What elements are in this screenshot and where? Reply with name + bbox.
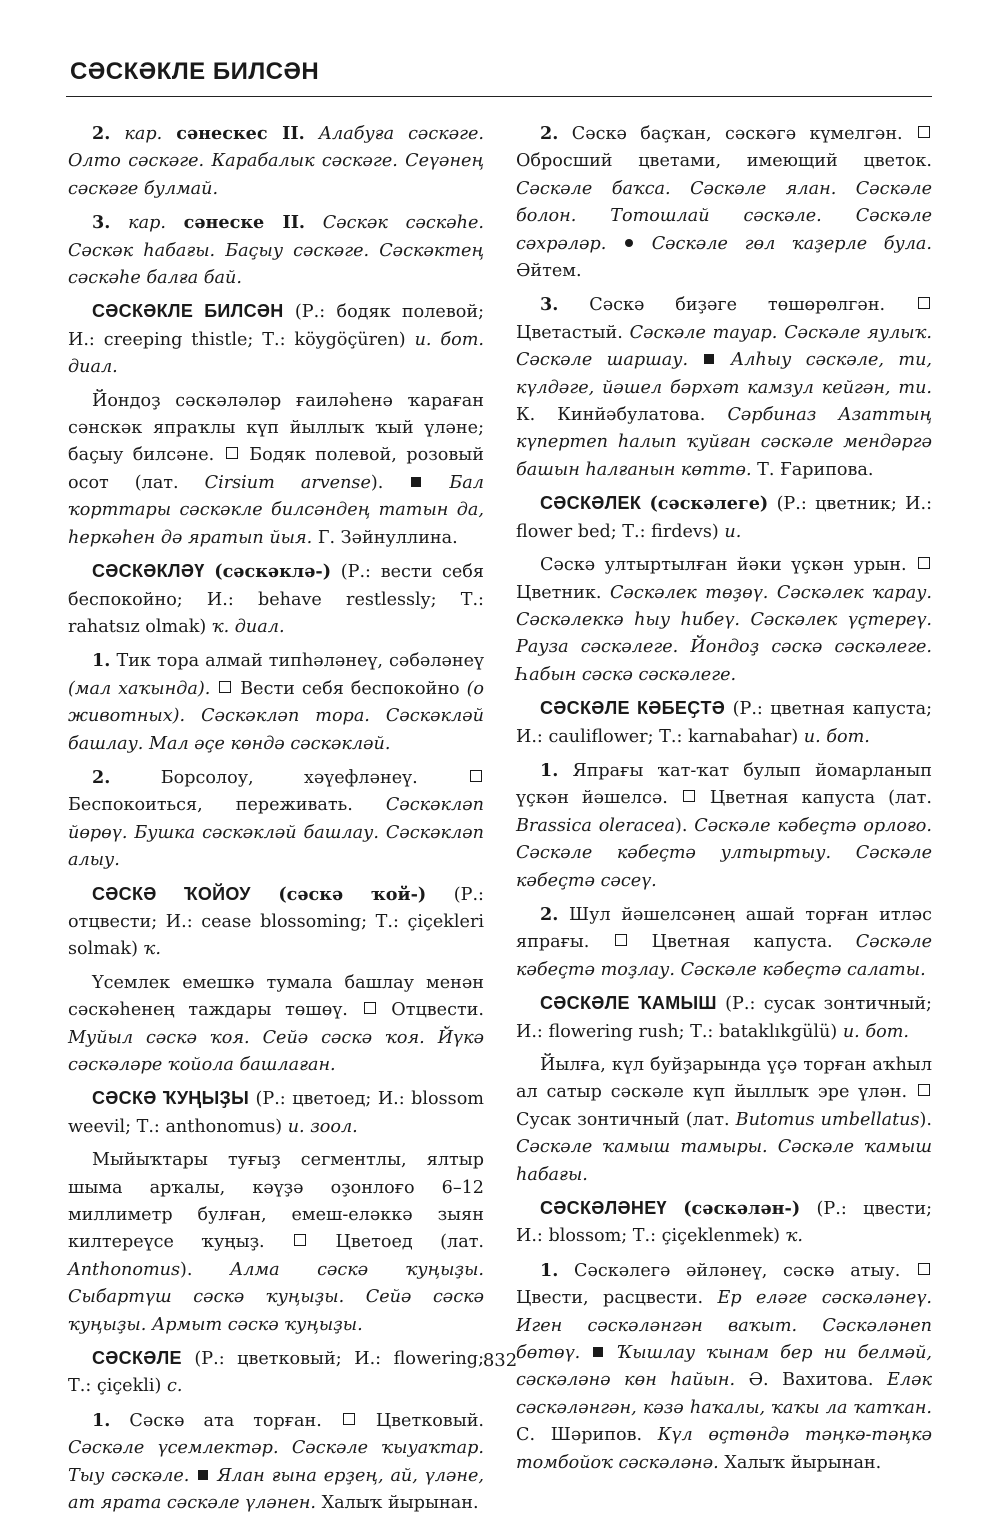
headword: СӘСКӘЛЕ — [92, 1348, 182, 1369]
sense-paragraph — [516, 901, 932, 984]
square-outline-icon — [226, 447, 238, 459]
entry-header — [516, 490, 932, 546]
example-text: Сәскәле үсемлектәр. Сәскәле ҡыуаҡтар. Тыу сәскәле. — [68, 1438, 484, 1486]
citation-author: С. Шәрипов. — [516, 1425, 643, 1446]
bullet-icon — [625, 239, 633, 247]
latin-name: Brassica oleracea — [516, 815, 675, 836]
headword: СӘСКӘКЛӘҮ — [92, 561, 205, 582]
russian-equivalent: Цветастый. — [516, 322, 623, 343]
usage-note: (о животных). — [68, 678, 485, 727]
square-outline-icon — [343, 1413, 355, 1425]
grammar-label: ҡ. — [785, 1226, 804, 1247]
punctuation: ). — [674, 815, 688, 836]
russian-equivalent: Беспокоиться, переживать. — [68, 795, 353, 816]
russian-equivalent: Бодяк полевой, розовый осот (лат. — [68, 445, 485, 493]
definition-text: Үсемлек емешкә тумала башлау менән сәскәhенең таждары төшөү. — [68, 972, 484, 1021]
latin-name: Butomus umbellatus — [735, 1109, 920, 1130]
grammar-label: и. бот. — [842, 1021, 909, 1042]
cross-reference: сәнеске II. — [183, 212, 306, 234]
square-outline-icon — [364, 1002, 376, 1014]
definition-paragraph — [516, 1052, 932, 1189]
headword: СӘСКӘЛЕ ҠАМЫШ — [540, 993, 717, 1014]
square-outline-icon — [918, 297, 930, 309]
example-text: Сәскәле баҡса. Сәскәле ялан. Сәскәле болон. Тотошлай сәскәле. Сәскәле сәхрәләр. — [516, 178, 932, 254]
stem-form: (сәскәлеге) — [649, 493, 769, 515]
example-text: Алһыу сәскәле, ти, күлдәге, йәшел бәрхәт камзул кейгән, ти. — [516, 350, 932, 398]
example-text: Ер еләге сәскәләнеү. Иген сәскәләнгән ваҡыт. Сәскәләнеп бөтөү. — [516, 1288, 932, 1364]
example-text: Алма сәскә ҡуңыҙы. Сыбартүш сәскә ҡуңыҙы. Сейә сәскә ҡуңыҙы. Армыт сәскә ҡуңыҙы. — [68, 1259, 484, 1335]
square-outline-icon — [683, 790, 695, 802]
square-outline-icon — [294, 1234, 306, 1246]
grammar-label: ҡ. диал. — [211, 616, 285, 637]
translations: (Р.: цвести; И.: blossom; Т.: çiçeklenmek) — [516, 1199, 933, 1247]
grammar-label: и. зоол. — [287, 1116, 358, 1137]
citation-author: Г. Зәйнуллина. — [317, 527, 458, 548]
square-filled-icon — [411, 477, 421, 487]
definition-text: Сәскәлегә әйләнеү, сәскә атыу. — [574, 1260, 901, 1281]
square-outline-icon — [918, 1084, 930, 1096]
latin-name: Cirsium arvense — [204, 472, 371, 493]
example-text: Ҡышлау ҡынам бер ни белмәй, сәскәләнә көн һайын. — [516, 1343, 933, 1391]
sense-paragraph — [68, 764, 484, 875]
definition-text: Йондоҙ сәскәләләр ғаиләhенә ҡараған сәнскәк япраҡлы күп йыллыҡ ҡый үләне; баҫыу билсәне. — [68, 390, 484, 466]
example-text: Сәскәле кәбеҫтә тоҙлау. Сәскәле кәбеҫтә салаты. — [516, 932, 933, 980]
entry-header — [68, 1085, 484, 1141]
citation-author: Халыҡ йырынан. — [321, 1493, 479, 1514]
square-filled-icon — [704, 354, 714, 364]
stem-form: (сәскә ҡой-) — [278, 883, 427, 905]
left-column — [68, 120, 484, 1524]
sense-paragraph — [68, 647, 484, 758]
russian-equivalent: Сусак зонтичный (лат. — [516, 1109, 730, 1130]
square-outline-icon — [918, 126, 930, 138]
translations: (Р.: цветная капуста; И.: cauliflower; Т.: karnabahar) — [516, 699, 933, 747]
stem-form: (сәскәлән-) — [683, 1198, 801, 1220]
definition-paragraph — [68, 388, 484, 552]
square-outline-icon — [470, 770, 482, 782]
definition-text: Тик тора алмай типhәләнеү, сәбәләнеү — [116, 651, 484, 672]
russian-equivalent: Цветник. — [516, 582, 602, 603]
grammar-label: и. бот. диал. — [68, 329, 484, 378]
sense-paragraph — [68, 209, 484, 292]
definition-text: Шул йәшелсәнең ашай торған итләс япрағы. — [516, 904, 932, 953]
definition-paragraph — [68, 970, 484, 1080]
headword: СӘСКӘКЛЕ БИЛСӘН — [92, 301, 284, 322]
entry-header — [68, 881, 484, 964]
sense-paragraph — [516, 120, 932, 285]
definition-text: Йылға, күл буйҙарында үҫә торған аҡһыл ал сатыр сәскәле күп йыллыҡ эре үлән. — [516, 1055, 932, 1103]
citation-author: Т. Ғарипова. — [757, 459, 874, 480]
grammar-label: с. — [166, 1376, 183, 1397]
definition-text: Мыйыҡтары туғыҙ сегментлы, ялтыр шыма арҡалы, кәүҙә оҙонлоғо 6–12 миллиметр булған, емеш-еләккә зыян килтереүсе ҡуңыҙ. — [68, 1150, 484, 1253]
example-text: Сәскәле тауар. Сәскәле яулыҡ. Сәскәле шаршау. — [516, 322, 932, 371]
definition-text: Сәскә биҙәге төшөрөлгән. — [589, 295, 886, 316]
latin-name: Anthonomus — [68, 1259, 180, 1280]
definition-text: Япрағы ҡат-ҡат булып йомарланып үҫкән йәшелсә. — [516, 760, 933, 809]
grammar-label: и. бот. — [803, 726, 870, 747]
stem-form: (сәскәклә-) — [214, 561, 332, 583]
citation-author: Әйтем. — [516, 261, 582, 282]
square-outline-icon — [918, 557, 930, 569]
page-number: 832 — [482, 1350, 518, 1371]
entry-header — [68, 558, 484, 641]
russian-equivalent: Обросший цветами, имеющий цветок. — [516, 151, 932, 172]
square-outline-icon — [918, 1263, 930, 1275]
sense-paragraph — [516, 291, 932, 484]
sense-number: 3. — [92, 212, 111, 234]
sense-number: 1. — [92, 650, 111, 672]
russian-equivalent: Цвести, расцвести. — [516, 1288, 704, 1309]
example-text: Алабуға сәскәге. Олто сәскәге. Карабалык сәскәге. Сеүәнең сәскәге булмай. — [68, 124, 485, 199]
definition-text: Сәскә ултыртылған йәки үҫкән урын. — [540, 555, 907, 576]
usage-note: (мал хаҡында). — [68, 678, 211, 699]
example-text: Еләк сәскәләнгән, кәзә һаҡалы, ҡаҡы ла ҡатҡан. — [516, 1370, 933, 1418]
russian-equivalent: Цветковый. — [375, 1410, 485, 1431]
russian-equivalent: Цветная капуста. — [651, 932, 833, 953]
definition-text: Сәскә ата торған. — [129, 1410, 322, 1431]
example-text: Сәрбиназ Азаттың күпертеп һалып ҡуйған сәскәле мендәргә башын һалғанын көттө. — [516, 405, 932, 480]
russian-equivalent: Цветная капуста (лат. — [709, 788, 932, 809]
punctuation: ). — [370, 472, 384, 493]
sense-paragraph — [516, 757, 932, 895]
sense-number: 1. — [540, 759, 559, 781]
sense-number: 2. — [540, 903, 559, 925]
square-outline-icon — [219, 681, 231, 693]
headword: СӘСКӘ ҠУҢЫҘЫ — [92, 1088, 250, 1109]
square-outline-icon — [615, 934, 627, 946]
citation-author: Халыҡ йырынан. — [724, 1452, 882, 1473]
example-text: Сәскәкләп йөрөү. Бушка сәскәкләй башлау. Сәскәкләп алыу. — [68, 795, 484, 871]
translations: (Р.: сусак зонтичный; И.: flowering rush; Т.: bataklıkgülü) — [516, 994, 932, 1042]
example-text: Күл өҫтөндә тәңкә-тәңкә томбойоҡ сәскәләнә. — [516, 1425, 932, 1473]
headword: СӘСКӘ ҠОЙОУ — [92, 883, 251, 904]
sense-number: 2. — [540, 123, 559, 144]
definition-paragraph — [68, 1147, 484, 1339]
headword: СӘСКӘЛЕК — [540, 493, 642, 514]
example-text: Сәскәлек төҙөү. Сәскәлек ҡарау. Сәскәлеккә һыу һибеү. Сәскәлек үҫтереү. Рауза сәскәлеге. Йондоҙ сәскә сәскәлеге. Һабын сәскә сәскәлеге. — [516, 582, 932, 685]
entry-header — [68, 298, 484, 381]
translations: (Р.: цветник; И.: flower bed; Т.: firdevs) — [516, 494, 933, 542]
citation-author: К. Кинйәбулатова. — [516, 405, 706, 426]
grammar-label: кар. — [124, 124, 163, 144]
two-column-body — [68, 120, 932, 1524]
headword: СӘСКӘЛЕ КӘБЕҪТӘ — [540, 698, 726, 719]
grammar-label: кар. — [128, 213, 166, 234]
cross-reference: сәнескес II. — [176, 123, 305, 144]
sense-number: 2. — [92, 123, 111, 144]
square-filled-icon — [198, 1470, 208, 1480]
sense-number: 3. — [540, 294, 559, 316]
definition-text: Сәскә баҫҡан, сәскәгә күмелгән. — [571, 124, 903, 144]
sense-paragraph — [68, 1407, 484, 1518]
grammar-label: ҡ. — [143, 939, 161, 960]
example-text: Сәскәле гөл ҡаҙерле була. — [651, 233, 932, 254]
definition-paragraph — [516, 552, 932, 689]
citation-author: Ә. Вахитова. — [748, 1370, 874, 1391]
russian-equivalent: Отцвести. — [391, 1000, 484, 1021]
translations: (Р.: цветковый; И.: flowering; Т.: çiçekli) — [68, 1349, 484, 1397]
right-column — [516, 120, 932, 1524]
translations: (Р.: отцвести; И.: cease blossoming; Т.: çiçekleri solmak) — [68, 884, 484, 960]
sense-number: 1. — [92, 1409, 111, 1431]
headword: СӘСКӘЛӘНЕҮ — [540, 1198, 667, 1219]
punctuation: ). — [919, 1109, 933, 1130]
definition-text: Борсолоу, хәүефләнеү. — [160, 767, 418, 788]
example-text: Бал ҡорттары сәскәкле билсәндең татын да, hеркәhен дә яратып йыя. — [68, 472, 484, 548]
example-text: Сәскәкләп тора. Сәскәкләй башлау. Мал әҫе көндә сәскәкләй. — [68, 706, 485, 754]
header-rule — [66, 96, 932, 97]
entry-header — [516, 990, 932, 1046]
russian-equivalent: Цветоед (лат. — [335, 1232, 485, 1253]
example-text: Сәскәк сәскәhе. Сәскәк hабағы. Баҫыу сәскәге. Сәскәктең сәскәhе балға бай. — [68, 213, 484, 289]
russian-equivalent: Вести себя беспокойно — [240, 678, 460, 699]
sense-paragraph — [68, 120, 484, 203]
entry-header — [516, 695, 932, 751]
translations: (Р.: вести себя беспокойно; И.: behave restlessly; Т.: rahatsız olmak) — [68, 562, 484, 637]
translations: (Р.: бодяк полевой; И.: creeping thistle; Т.: köygöçüren) — [68, 302, 484, 350]
example-text: Сәскәле ҡамыш тамыры. Сәскәле ҡамыш һабағы. — [516, 1137, 932, 1185]
example-text: Ялан ғына ерҙең, ай, үләне, ат ярата сәскәле үләнен. — [68, 1465, 484, 1514]
grammar-label: и. — [724, 521, 742, 542]
running-head: СӘСКӘКЛЕ БИЛСӘН — [70, 58, 320, 85]
punctuation: ). — [180, 1259, 193, 1280]
translations: (Р.: цветоед; И.: blossom weevil; Т.: anthonomus) — [68, 1089, 484, 1137]
sense-number: 1. — [540, 1259, 559, 1281]
example-text: Муйыл сәскә ҡоя. Сейә сәскә ҡоя. Йүкә сәскәләре ҡойола башлаған. — [68, 1027, 484, 1075]
example-text: Сәскәле кәбеҫтә орлоғо. Сәскәле кәбеҫтә ултыртыу. Сәскәле кәбеҫтә сәсеү. — [516, 815, 932, 891]
sense-number: 2. — [92, 766, 111, 788]
entry-header — [516, 1195, 932, 1251]
